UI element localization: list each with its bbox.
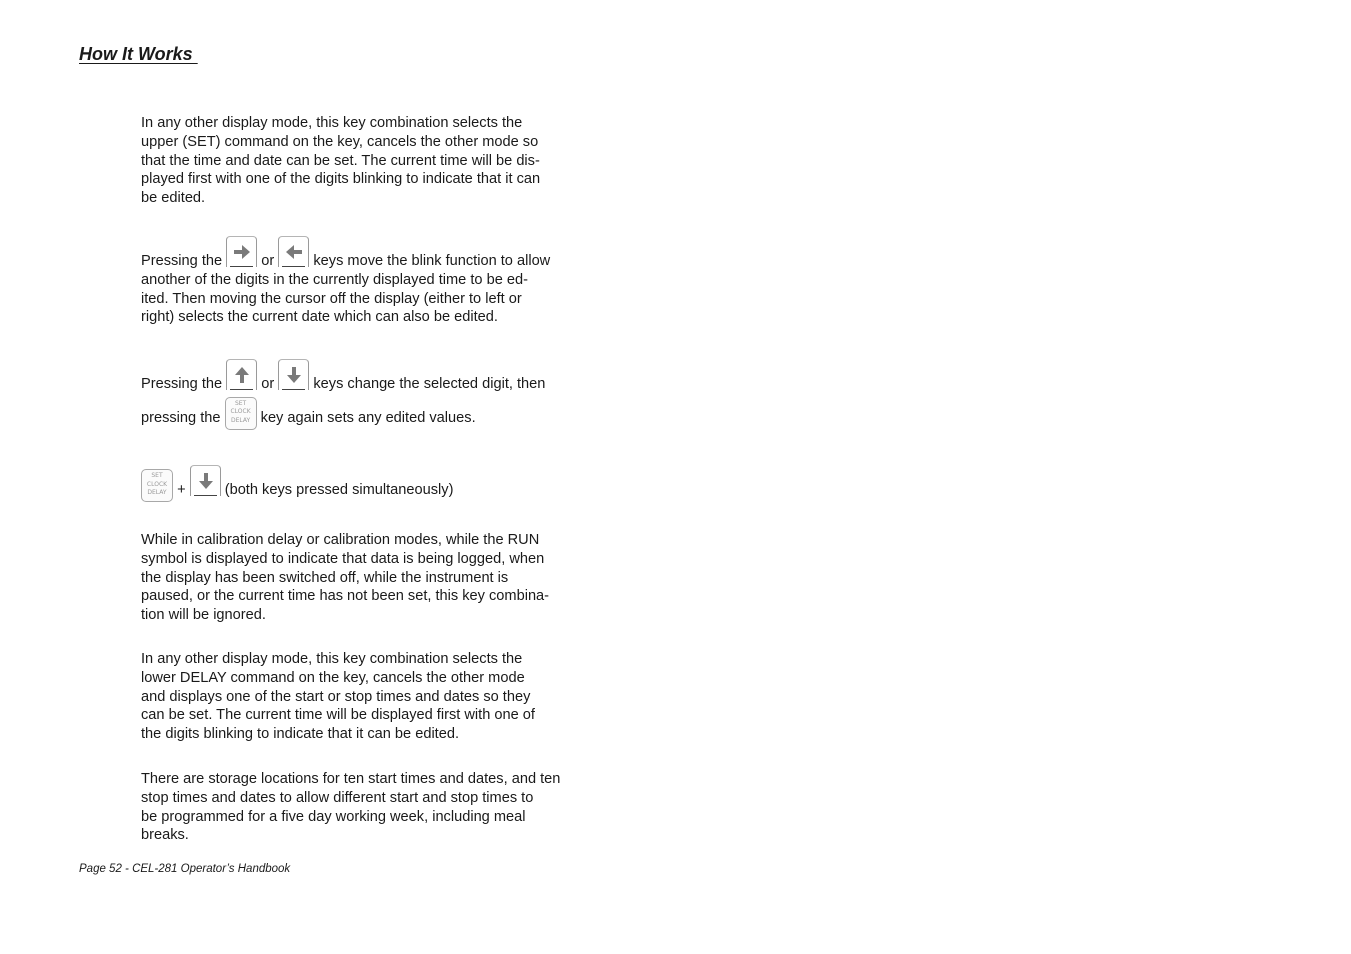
text-fragment: Pressing the bbox=[141, 253, 223, 269]
text-line: While in calibration delay or calibration modes, while the RUN bbox=[141, 532, 540, 548]
key-label: CLOCK bbox=[230, 408, 251, 416]
text-line: and displays one of the start or stop times and dates so they bbox=[141, 688, 531, 705]
text-line bbox=[141, 236, 603, 271]
text-line: the display has been switched off, while the instrument is bbox=[141, 569, 509, 586]
text-line: tion will be ignored. bbox=[141, 607, 266, 624]
set-clock-delay-key bbox=[141, 469, 173, 502]
key-label: DELAY bbox=[230, 416, 251, 424]
page-footer: Page 52 - CEL-281 Operator’s Handbook bbox=[79, 863, 291, 875]
text-line: symbol is displayed to indicate that data is being logged, when bbox=[141, 550, 545, 567]
arrow-right-icon bbox=[232, 242, 252, 262]
text-line: stop times and dates to allow different start and stop times to bbox=[141, 789, 534, 806]
text-line: lower DELAY command on the key, cancels the other mode bbox=[141, 669, 525, 686]
plus-sign: + bbox=[177, 482, 186, 498]
text-fragment: (both keys pressed simultaneously) bbox=[224, 482, 454, 498]
paragraph-up-down-keys bbox=[141, 359, 603, 430]
text-line: In any other display mode, this key combination selects the bbox=[141, 651, 523, 667]
text-fragment: keys move the blink function to allow bbox=[313, 253, 551, 269]
text-fragment: key again sets any edited values. bbox=[260, 409, 476, 426]
text-fragment: or bbox=[261, 376, 275, 392]
paragraph-delay-command bbox=[141, 650, 603, 744]
text-line bbox=[141, 359, 603, 394]
text-line bbox=[141, 465, 603, 502]
paragraph-left-right-keys bbox=[141, 236, 603, 327]
text-fragment: or bbox=[261, 253, 275, 269]
paragraph-set-command bbox=[141, 114, 603, 208]
text-fragment: Pressing the bbox=[141, 376, 223, 392]
down-arrow-key bbox=[278, 359, 309, 390]
text-line: breaks. bbox=[141, 827, 189, 844]
text-line: that the time and date can be set. The current time will be dis- bbox=[141, 152, 540, 169]
key-label: CLOCK bbox=[146, 480, 168, 488]
text-line: can be set. The current time will be displayed first with one of bbox=[141, 707, 535, 724]
text-line: be programmed for a five day working week, including meal bbox=[141, 808, 526, 825]
page-title: How It Works bbox=[79, 44, 198, 64]
right-arrow-key bbox=[226, 236, 257, 267]
text-line: paused, or the current time has not been set, this key combina- bbox=[141, 588, 550, 605]
text-line: played first with one of the digits blinking to indicate that it can bbox=[141, 171, 541, 188]
text-line: In any other display mode, this key combination selects the bbox=[141, 115, 523, 131]
key-label: SET bbox=[234, 399, 247, 407]
up-arrow-key bbox=[226, 359, 257, 390]
text-line: another of the digits in the currently displayed time to be ed- bbox=[141, 271, 528, 288]
down-arrow-key bbox=[190, 465, 221, 496]
arrow-up-icon bbox=[232, 365, 252, 385]
text-line: be edited. bbox=[141, 190, 206, 207]
text-line: the digits blinking to indicate that it can be edited. bbox=[141, 726, 460, 743]
arrow-down-icon bbox=[196, 471, 216, 491]
text-fragment: keys change the selected digit, then bbox=[313, 376, 546, 392]
text-line: There are storage locations for ten start times and dates, and ten bbox=[141, 771, 561, 787]
arrow-down-icon bbox=[284, 365, 304, 385]
key-label: DELAY bbox=[147, 489, 167, 496]
text-line: ited. Then moving the cursor off the display (either to left or bbox=[141, 290, 522, 307]
text-fragment: pressing the bbox=[141, 409, 221, 426]
text-line: upper (SET) command on the key, cancels the other mode so bbox=[141, 133, 539, 150]
left-arrow-key bbox=[278, 236, 309, 267]
paragraph-storage-locations bbox=[141, 770, 603, 845]
paragraph-ignored-conditions bbox=[141, 531, 603, 625]
set-clock-delay-key bbox=[225, 397, 257, 430]
key-label: SET bbox=[151, 472, 163, 479]
arrow-left-icon bbox=[284, 242, 304, 262]
key-combination bbox=[141, 465, 603, 502]
text-line: right) selects the current date which can also be edited. bbox=[141, 309, 498, 326]
text-line bbox=[141, 397, 603, 430]
